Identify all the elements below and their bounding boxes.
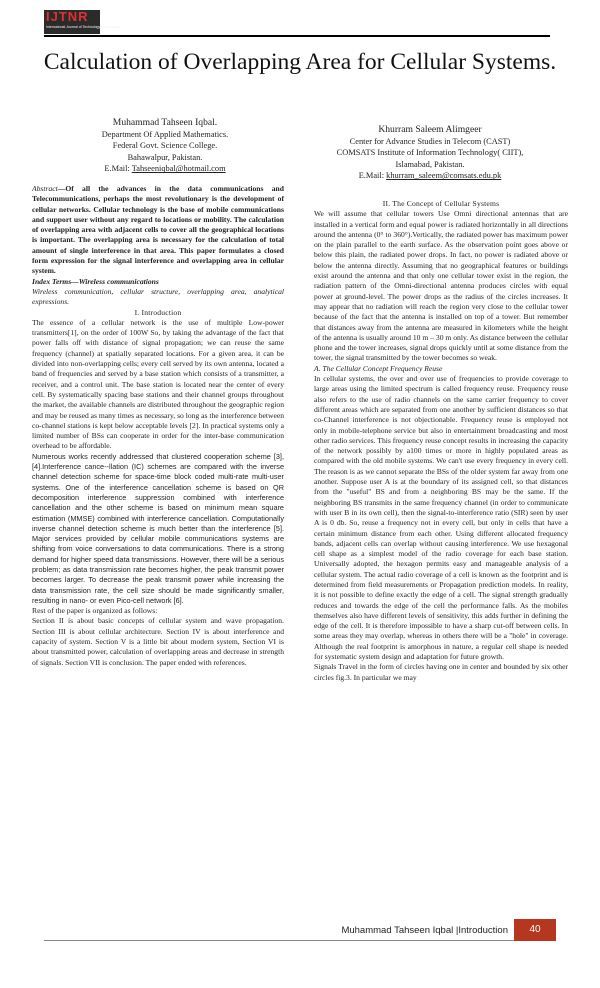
author-block-2 [300,124,560,182]
author-block-1 [40,117,290,175]
journal-logo-text: IJTNR [46,9,89,24]
author-affiliation: Islamabad, Pakistan. [395,159,465,169]
email-label: E.Mail: [104,164,130,174]
author-affiliation: Federal Govt. Science College. [112,141,218,151]
subsection-heading-frequency-reuse: A. The Cellular Concept Frequency Reuse [314,363,443,373]
footer-rule [44,940,556,941]
index-terms-text: Wireless communication, cellular structure, overlapping area, analytical expressions. [32,286,284,307]
abstract-label: Abstract [32,184,58,193]
author-affiliation: COMSATS Institute of Information Technology( CIIT), [336,148,524,158]
header-rule [44,35,550,37]
author-email-link[interactable]: khurram_saleem@comsats.edu.pk [386,171,502,181]
author-email-line [40,163,290,175]
left-column [32,184,284,668]
right-column [314,199,568,683]
author-affiliation: Department Of Applied Mathematics. [101,129,229,139]
abstract [32,184,284,277]
author-name: Muhammad Tahseen Iqbal. [112,117,218,128]
email-label: E.Mail: [358,171,385,181]
journal-logo-subtitle: International Journal of Technology & Research [46,25,120,29]
section-paragraph: In cellular systems, the over and over use of frequencies to provide coverage to large areas using the limited spectrum is called frequency reuse. Frequency reuse also refers to the use of radio channels on the same carrier frequency to cover different areas which are separated from one another by sufficient distances so that co-Channel interference is not objectionable. Frequency reuse is employed not only in mobile-telephone service but also in entertainment broadcasting and most other radio services. This frequency reuse concept results in increasing the capacity of the network possibly by a100 times or more in highly populated areas as compared with the old mobile systems. We can't use every frequency in every cell. The reason is as we cannot separate the BSs of the older system far away from one another. Suppose user A is at the boundary of its assigned cell, so that distances from the "useful" BS and from a neighboring BS may be the same. If the neighboring BS transmits in the same frequency channel (in order to communicate with user B in its own cell), then the signal-to-interference ratio (SIR) seen by user A is 0 db. So, reuse a frequency not in every cell, but only in cells that have a certain minimum distance from each other. Using different allocated frequency bands, adjacent cells can overlap without causing interference. We use hexagonal cell shape as a simplest model of the radio coverage for each base station. Universally adopted, the hexagon permits easy and manageable analysis of a cellular system. The actual radio coverage of a cell is known as the footprint and is determined from field measurements or Propagation prediction models. In reality, it is not possible to define exactly the edge of a cell. The signal strength gradually reduces and towards the edge of the cell the performance falls. As the mobiles themselves also have different levels of sensitivity, this adds further in defining the edge of the cell. It is therefore impossible to have a sharp cut-off between cells. In some areas they may overlap, whereas in others there will be a "hole" in coverage. Although the real footprint is amorphous in nature, a regular cell shape is needed for systematic system design and adaptation for future growth. [314,374,568,662]
author-name: Khurram Saleem Alimgeer [378,124,482,135]
page-number: 40 [514,919,556,941]
index-terms-title: Index Terms—Wireless communications [32,276,159,286]
author-affiliation: Center for Advance Studies in Telecom (CAST) [349,136,511,146]
section-paragraph: We will assume that cellular towers Use Omni directional antennas that are installed in a vertical form and equal power is radiated horizontally in all directions around the antenna (0° to 360°).Vertically, the radiated power has maximum power on the plain parallel to the earth surface. As the observation point goes above or below this plain, the radiated power drops. In fact, no power is radiated above or below the antenna directly. Assuming that no geographical features or buildings exist around the antenna and that only one cellular tower exist in the region, the radiation pattern of the Omni-directional antenna produces circles with equal power at ground-level. The power drops as the radius of the circles increases. It may appear that no radiation will reach the region very close to the cellular tower because of the fact that the antenna is installed on top of a tower. But remember that distances away from the antenna are measured in kilometers while the height of the antenna is usually around 10 m – 30 m only. As distance between the cellular phone and the tower increases, signal drops quickly until at some distance from the tower, the signal transmitted by the tower becomes so weak. [314,209,568,363]
intro-paragraph: Section II is about basic concepts of cellular system and wave propagation. Section III is about cellular architecture. Section IV is about interference and capacity of system. Section V is a little bit about modern system, Section VI is about transmitted power, calculation of overlapping areas and decrease in strength of signals. Section VII is conclusion. The paper ended with references. [32,616,284,667]
section-heading-introduction: I. Introduction [134,307,182,317]
paper-title: Calculation of Overlapping Area for Cellular Systems. [43,49,557,75]
intro-paragraph: The essence of a cellular network is the use of multiple Low-power transmitters[1], on the order of 100W So, by taking the advantage of the fact that power falls off with distance of signal propagation; we can reuse the same frequency (channel) at spatially separated locations. For a given area, it can be divided into non-overlapping cells; every cell served by its own antenna, located a band of frequencies and served by a base station which consists of a transmitter, a receiver, and a control unit. The base station is located near the center of every cell. By systematically spacing base stations and their channel groups throughout the market, the available channels are distributed throughout the geographic region and may be reused as many times as necessary, so long as the interference between co-channel stations is kept below acceptable levels [2]. In practical systems only a limited number of BSs can cooperate in order for the inter-base communication overhead to be affordable. [32,317,284,451]
footer-running-title: Muhammad Tahseen Iqbal |Introduction [341,925,508,936]
section-paragraph: Signals Travel in the form of circles having one in center and bounded by six other circles fig.3. In particular we may [314,662,568,682]
intro-paragraph: Rest of the paper is organized as follows: [32,606,158,616]
intro-paragraph-sans: Numerous works recently addressed that clustered cooperation scheme [3], [4].Interference cance--llation (IC) schemes are compared with the inverse channel detection scheme for space-time block coded multi-rate multi-user systems. One of the interference cancellation scheme is based on QR decomposition interference suppression combined with interference cancellation and the other scheme is based on minimum mean square estimation (MMSE) combined with interference cancellation. Computationally inverse channel detection scheme is much better than the interference [5]. Major services provided by cellular mobile communications systems are shifting from voice conversations to data communications. There is a strong demand for higher speed data transmissions. However, there will be a serious problem; as data transmission rate becomes higher, the peak transmit power becomes larger. To decrease the peak transmit power while increasing the data transmission rate, the cell size should be made significantly smaller, resulting in nano- or even Pico-cell network [6]. [32,451,284,605]
section-heading-cellular-systems: II. The Concept of Cellular Systems [382,199,500,208]
author-affiliation: Bahawalpur, Pakistan. [127,152,203,162]
author-email-line [300,170,560,182]
author-email-link[interactable]: Tahseeniqbal@hotmail.com [131,164,226,174]
abstract-text: —Of all the advances in the data communications and Telecommunications, perhaps the most revolutionary is the development of cellular networks. Cellular technology is the base of mobile communications and support user without any regard to locations or mobility. The calculation of overlapping area with adjacent cells to cover all the geographical locations is important. The overlapping area is necessary for the calculation of total amount of single interference in that area. This paper formulates a closed form expression for the signal interference and overlapping area in cellular system. [32,184,284,276]
